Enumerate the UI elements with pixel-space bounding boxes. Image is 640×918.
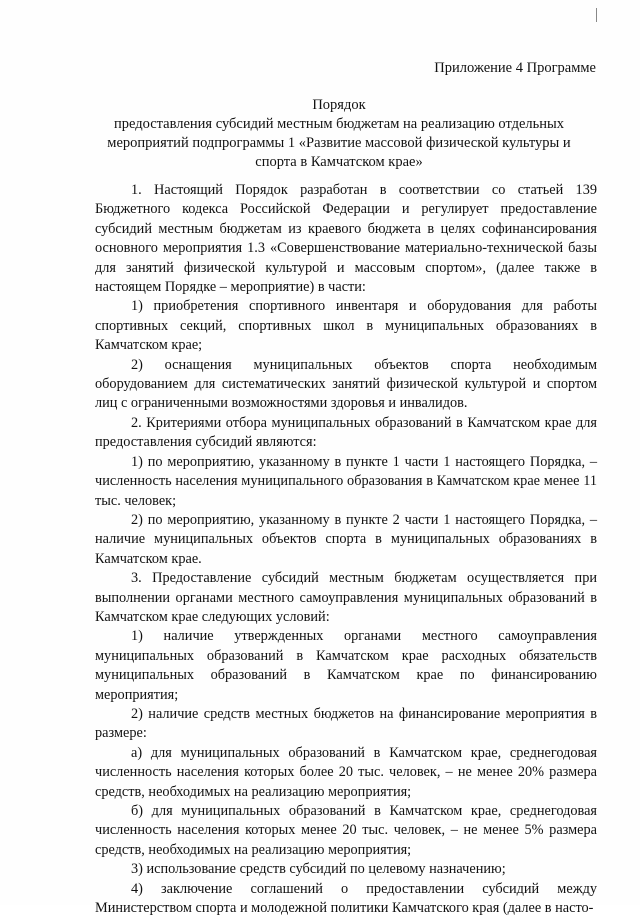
paragraph: 4) заключение соглашений о предоставлении субсидий между Министерством спорта и молодежной политики Камчатского края (далее в насто- [95,880,597,917]
paragraph: 1) по мероприятию, указанному в пункте 1 части 1 настоящего Порядка, – численность населения муниципального образования в Камчатском крае менее 11 тыс. человек; [95,453,597,509]
paragraph: а) для муниципальных образований в Камчатском крае, среднегодовая численность населения которых более 20 тыс. человек, – не менее 20% размера средств, необходимых на реализацию мероприятия; [95,744,597,800]
paragraph: 2) по мероприятию, указанному в пункте 2 части 1 настоящего Порядка, – наличие муниципальных объектов спорта в муниципальных образованиях в Камчатском крае. [95,511,597,567]
document-body [95,181,597,918]
document-title: Порядок [312,97,366,113]
paragraph: 3) использование средств субсидий по целевому назначению; [131,861,506,878]
paragraph: 1) наличие утвержденных органами местного самоуправления муниципальных образований в Камчатском крае расходных обязательств муниципальных образований в Камчатском крае по финансированию мероприятия; [95,628,597,703]
paragraph: 2. Критериями отбора муниципальных образований в Камчатском крае для предоставления субсидий являются: [95,414,597,451]
paragraph: 1) приобретения спортивного инвентаря и оборудования для работы спортивных секций, спортивных школ в муниципальных образованиях в Камчатском крае; [95,298,597,354]
title-block [74,96,604,172]
subtitle-line-1: предоставления субсидий местным бюджетам на реализацию отдельных [113,116,565,132]
subtitle-line-3: спорта в Камчатском крае» [255,154,423,170]
paragraph: 3. Предоставление субсидий местным бюджетам осуществляется при выполнении органами местного самоуправления муниципальных образований в Камчатском крае следующих условий: [95,570,597,625]
page-mark [596,8,600,22]
paragraph: 1. Настоящий Порядок разработан в соответствии со статьей 139 Бюджетного кодекса Российской Федерации и регулирует предоставление субсидий местным бюджетам из краевого бюджета в целях софинансирования основного мероприятия 1.3 «Совершенствование материально-технической базы для занятий физической культурой и массовым спортом», (далее также в настоящем Порядке – мероприятие) в части: [95,182,597,296]
paragraph: 2) наличие средств местных бюджетов на финансирование мероприятия в размере: [95,705,597,742]
subtitle-line-2: мероприятий подпрограммы 1 «Развитие массовой физической культуры и [107,135,571,151]
paragraph: б) для муниципальных образований в Камчатском крае, среднегодовая численность населения которых менее 20 тыс. человек, – не менее 5% размера средств, необходимых на реализацию мероприятия; [95,803,597,858]
appendix-label: Приложение 4 Программе [434,60,596,76]
paragraph: 2) оснащения муниципальных объектов спорта необходимым оборудованием для систематических занятий физической культурой и спортом лиц с ограниченными возможностями здоровья и инвалидов. [95,356,597,412]
